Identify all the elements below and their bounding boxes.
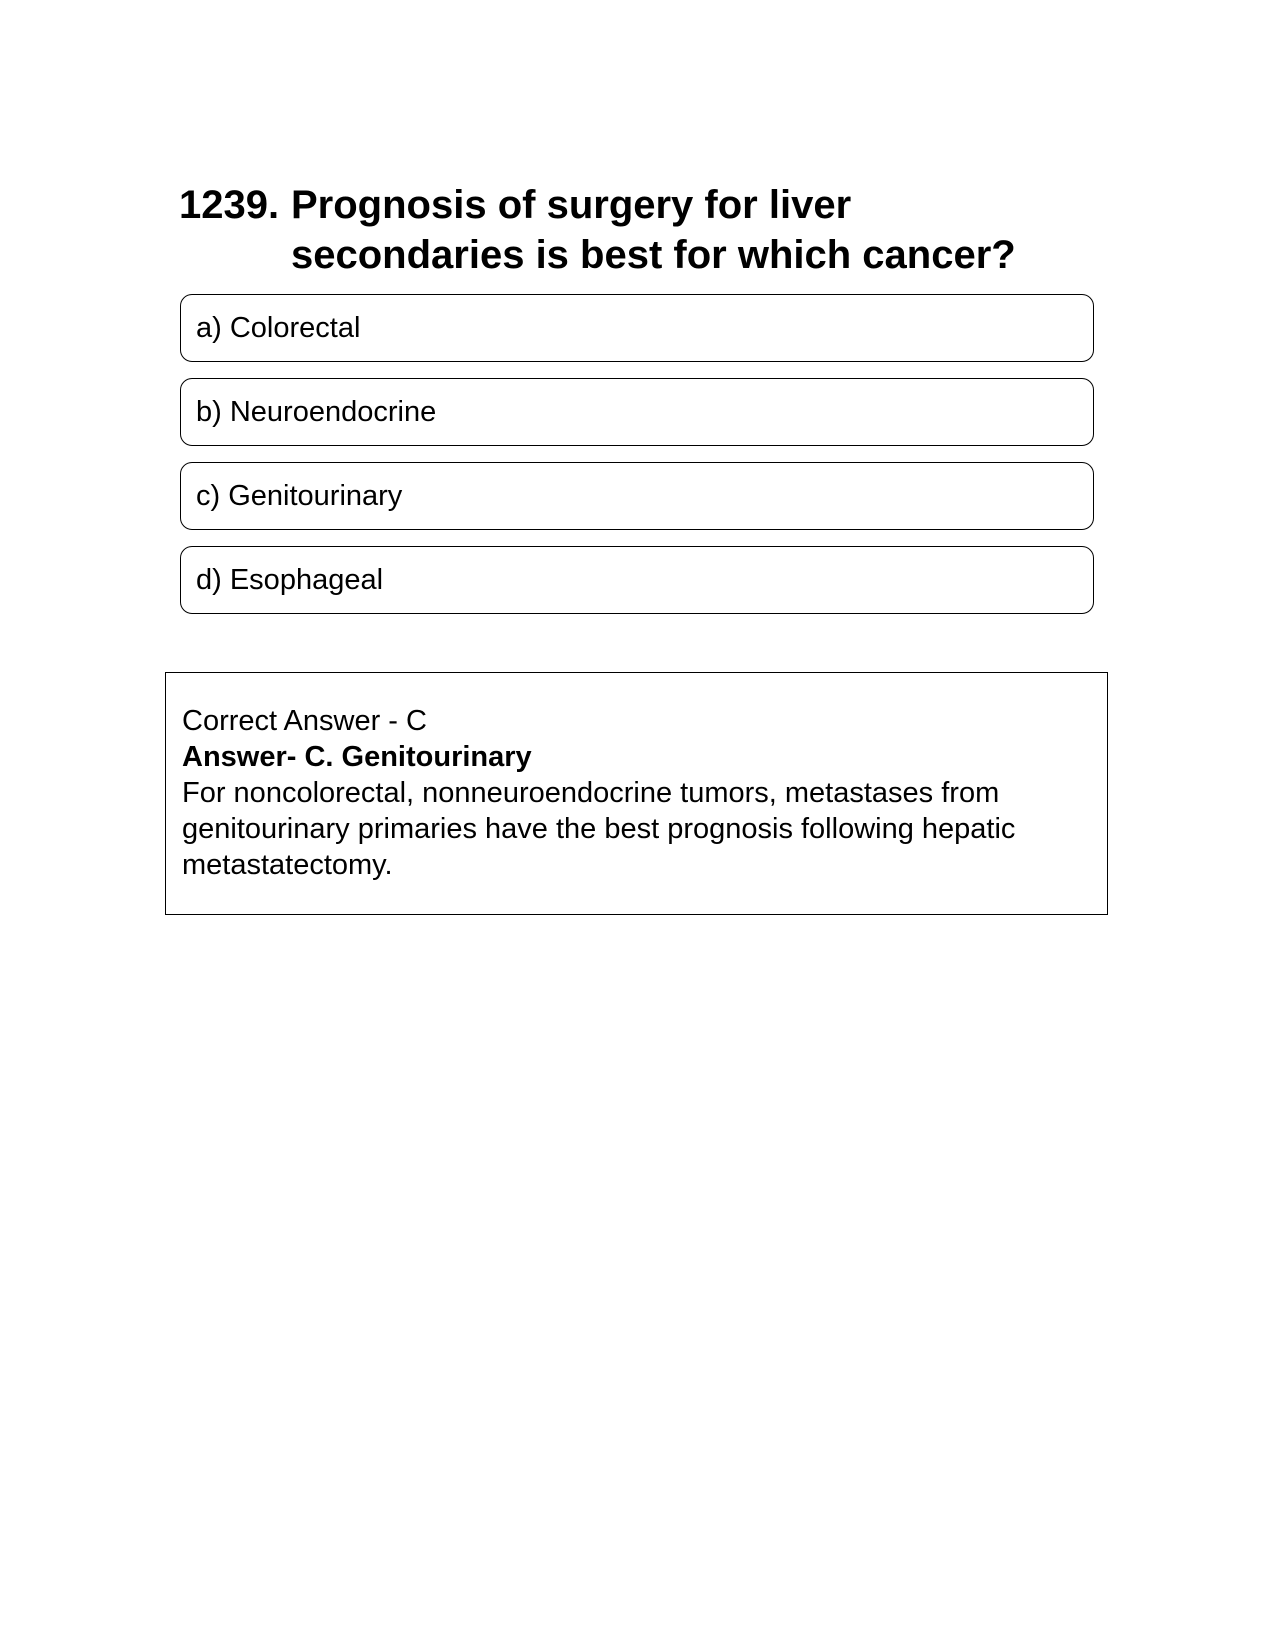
option-b[interactable]: b) Neuroendocrine <box>180 378 1094 446</box>
option-c[interactable]: c) Genitourinary <box>180 462 1094 530</box>
option-a[interactable]: a) Colorectal <box>180 294 1094 362</box>
answer-box <box>165 672 1108 915</box>
correct-answer-line: Correct Answer - C <box>182 705 427 737</box>
answer-heading: Answer- C. Genitourinary <box>182 741 532 773</box>
answer-explanation: For noncolorectal, nonneuroendocrine tumors, metastases from genitourinary primaries have the best prognosis following hepatic metastatectomy. <box>182 777 1016 881</box>
question-text: Prognosis of surgery for liver secondaries is best for which cancer? <box>291 183 1016 277</box>
options-list <box>180 294 1094 630</box>
question-number: 1239. <box>179 183 280 227</box>
question-heading <box>179 180 1079 280</box>
option-d[interactable]: d) Esophageal <box>180 546 1094 614</box>
